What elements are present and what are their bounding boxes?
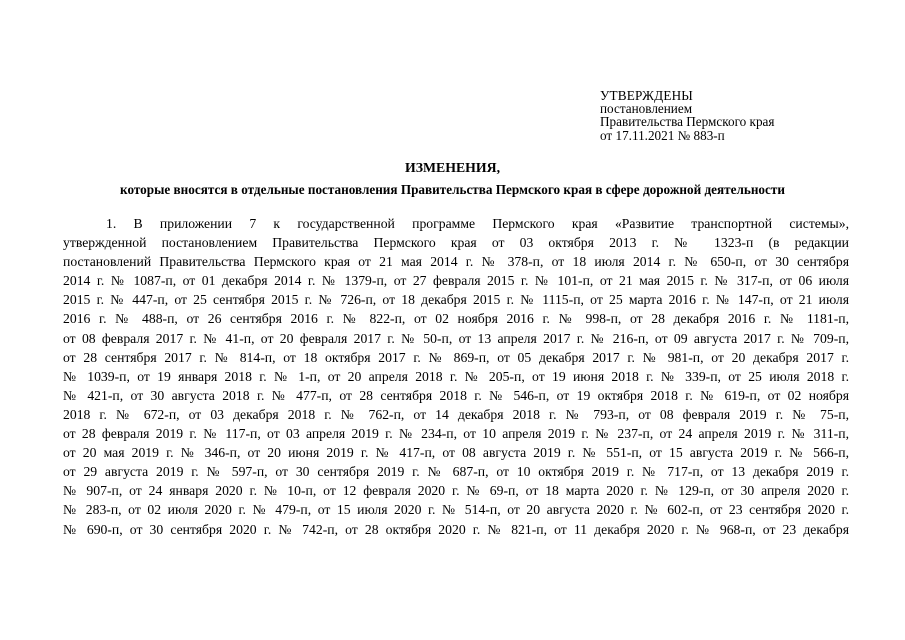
body-line: № 283-п, от 02 июля 2020 г. № 479-п, от 15 июля 2020 г. № 514-п, от 20 августа 2020 г. № 602-п, от 23 сентября 2020 г. [63,502,849,518]
approval-line-2: Правительства Пермского края [600,114,775,130]
body-line: утвержденной постановлением Правительства Пермского края от 03 октября 2013 г. № 1323-п (в редакции [63,235,849,251]
body-line: постановлений Правительства Пермского края от 21 мая 2014 г. № 378-п, от 18 июля 2014 г. № 650-п, от 30 сентября [63,254,849,270]
body-line: № 690-п, от 30 сентября 2020 г. № 742-п, от 28 октября 2020 г. № 821-п, от 11 декабря 2020 г. № 968-п, от 23 декабря [63,521,849,537]
body-line: от 20 мая 2019 г. № 346-п, от 20 июня 2019 г. № 417-п, от 08 августа 2019 г. № 551-п, от 15 августа 2019 г. № 566-п, [63,445,849,461]
body-line: от 28 сентября 2017 г. № 814-п, от 18 октября 2017 г. № 869-п, от 05 декабря 2017 г. № 981-п, от 20 декабря 2017 г. [63,349,849,365]
body-line: 2015 г. № 447-п, от 25 сентября 2015 г. № 726-п, от 18 декабря 2015 г. № 1115-п, от 25 марта 2016 г. № 147-п, от 21 июля [63,292,849,308]
approval-line-1: постановлением [600,101,693,117]
document-title: ИЗМЕНЕНИЯ, [404,160,501,175]
approval-line-3: от 17.11.2021 № 883-п [600,127,725,143]
body-line: № 421-п, от 30 августа 2018 г. № 477-п, от 28 сентября 2018 г. № 546-п, от 19 октября 2018 г. № 619-п, от 02 ноября [63,387,849,403]
approval-stamp [600,89,774,142]
body-line: 2018 г. № 672-п, от 03 декабря 2018 г. № 762-п, от 14 декабря 2018 г. № 793-п, от 08 февраля 2019 г. № 75-п, [63,406,849,422]
approval-title: УТВЕРЖДЕНЫ [600,88,694,103]
body-line: от 29 августа 2019 г. № 597-п, от 30 сентября 2019 г. № 687-п, от 10 октября 2019 г. № 717-п, от 13 декабря 2019 г. [63,464,849,480]
body-line: № 907-п, от 24 января 2020 г. № 10-п, от 12 февраля 2020 г. № 69-п, от 18 марта 2020 г. № 129-п, от 30 апреля 2020 г. [63,483,849,499]
body-line: от 28 февраля 2019 г. № 117-п, от 03 апреля 2019 г. № 234-п, от 10 апреля 2019 г. № 237-п, от 24 апреля 2019 г. № 311-п, [63,426,849,442]
body-paragraph [63,214,849,539]
body-line: № 1039-п, от 19 января 2018 г. № 1-п, от 20 апреля 2018 г. № 205-п, от 19 июня 2018 г. № 339-п, от 25 июля 2018 г. [63,368,849,384]
body-line: 1. В приложении 7 к государственной программе Пермского края «Развитие транспортной системы», [106,216,849,231]
body-line: 2014 г. № 1087-п, от 01 декабря 2014 г. № 1379-п, от 27 февраля 2015 г. № 101-п, от 21 мая 2015 г. № 317-п, от 06 июля [63,273,849,289]
document-subtitle: которые вносятся в отдельные постановления Правительства Пермского края в сфере дорожной деятельности [120,182,785,197]
body-line: 2016 г. № 488-п, от 26 сентября 2016 г. № 822-п, от 02 ноября 2016 г. № 998-п, от 28 декабря 2016 г. № 1181-п, [63,311,849,327]
body-line: от 08 февраля 2017 г. № 41-п, от 20 февраля 2017 г. № 50-п, от 13 апреля 2017 г. № 216-п, от 09 августа 2017 г. № 709-п, [63,330,849,346]
